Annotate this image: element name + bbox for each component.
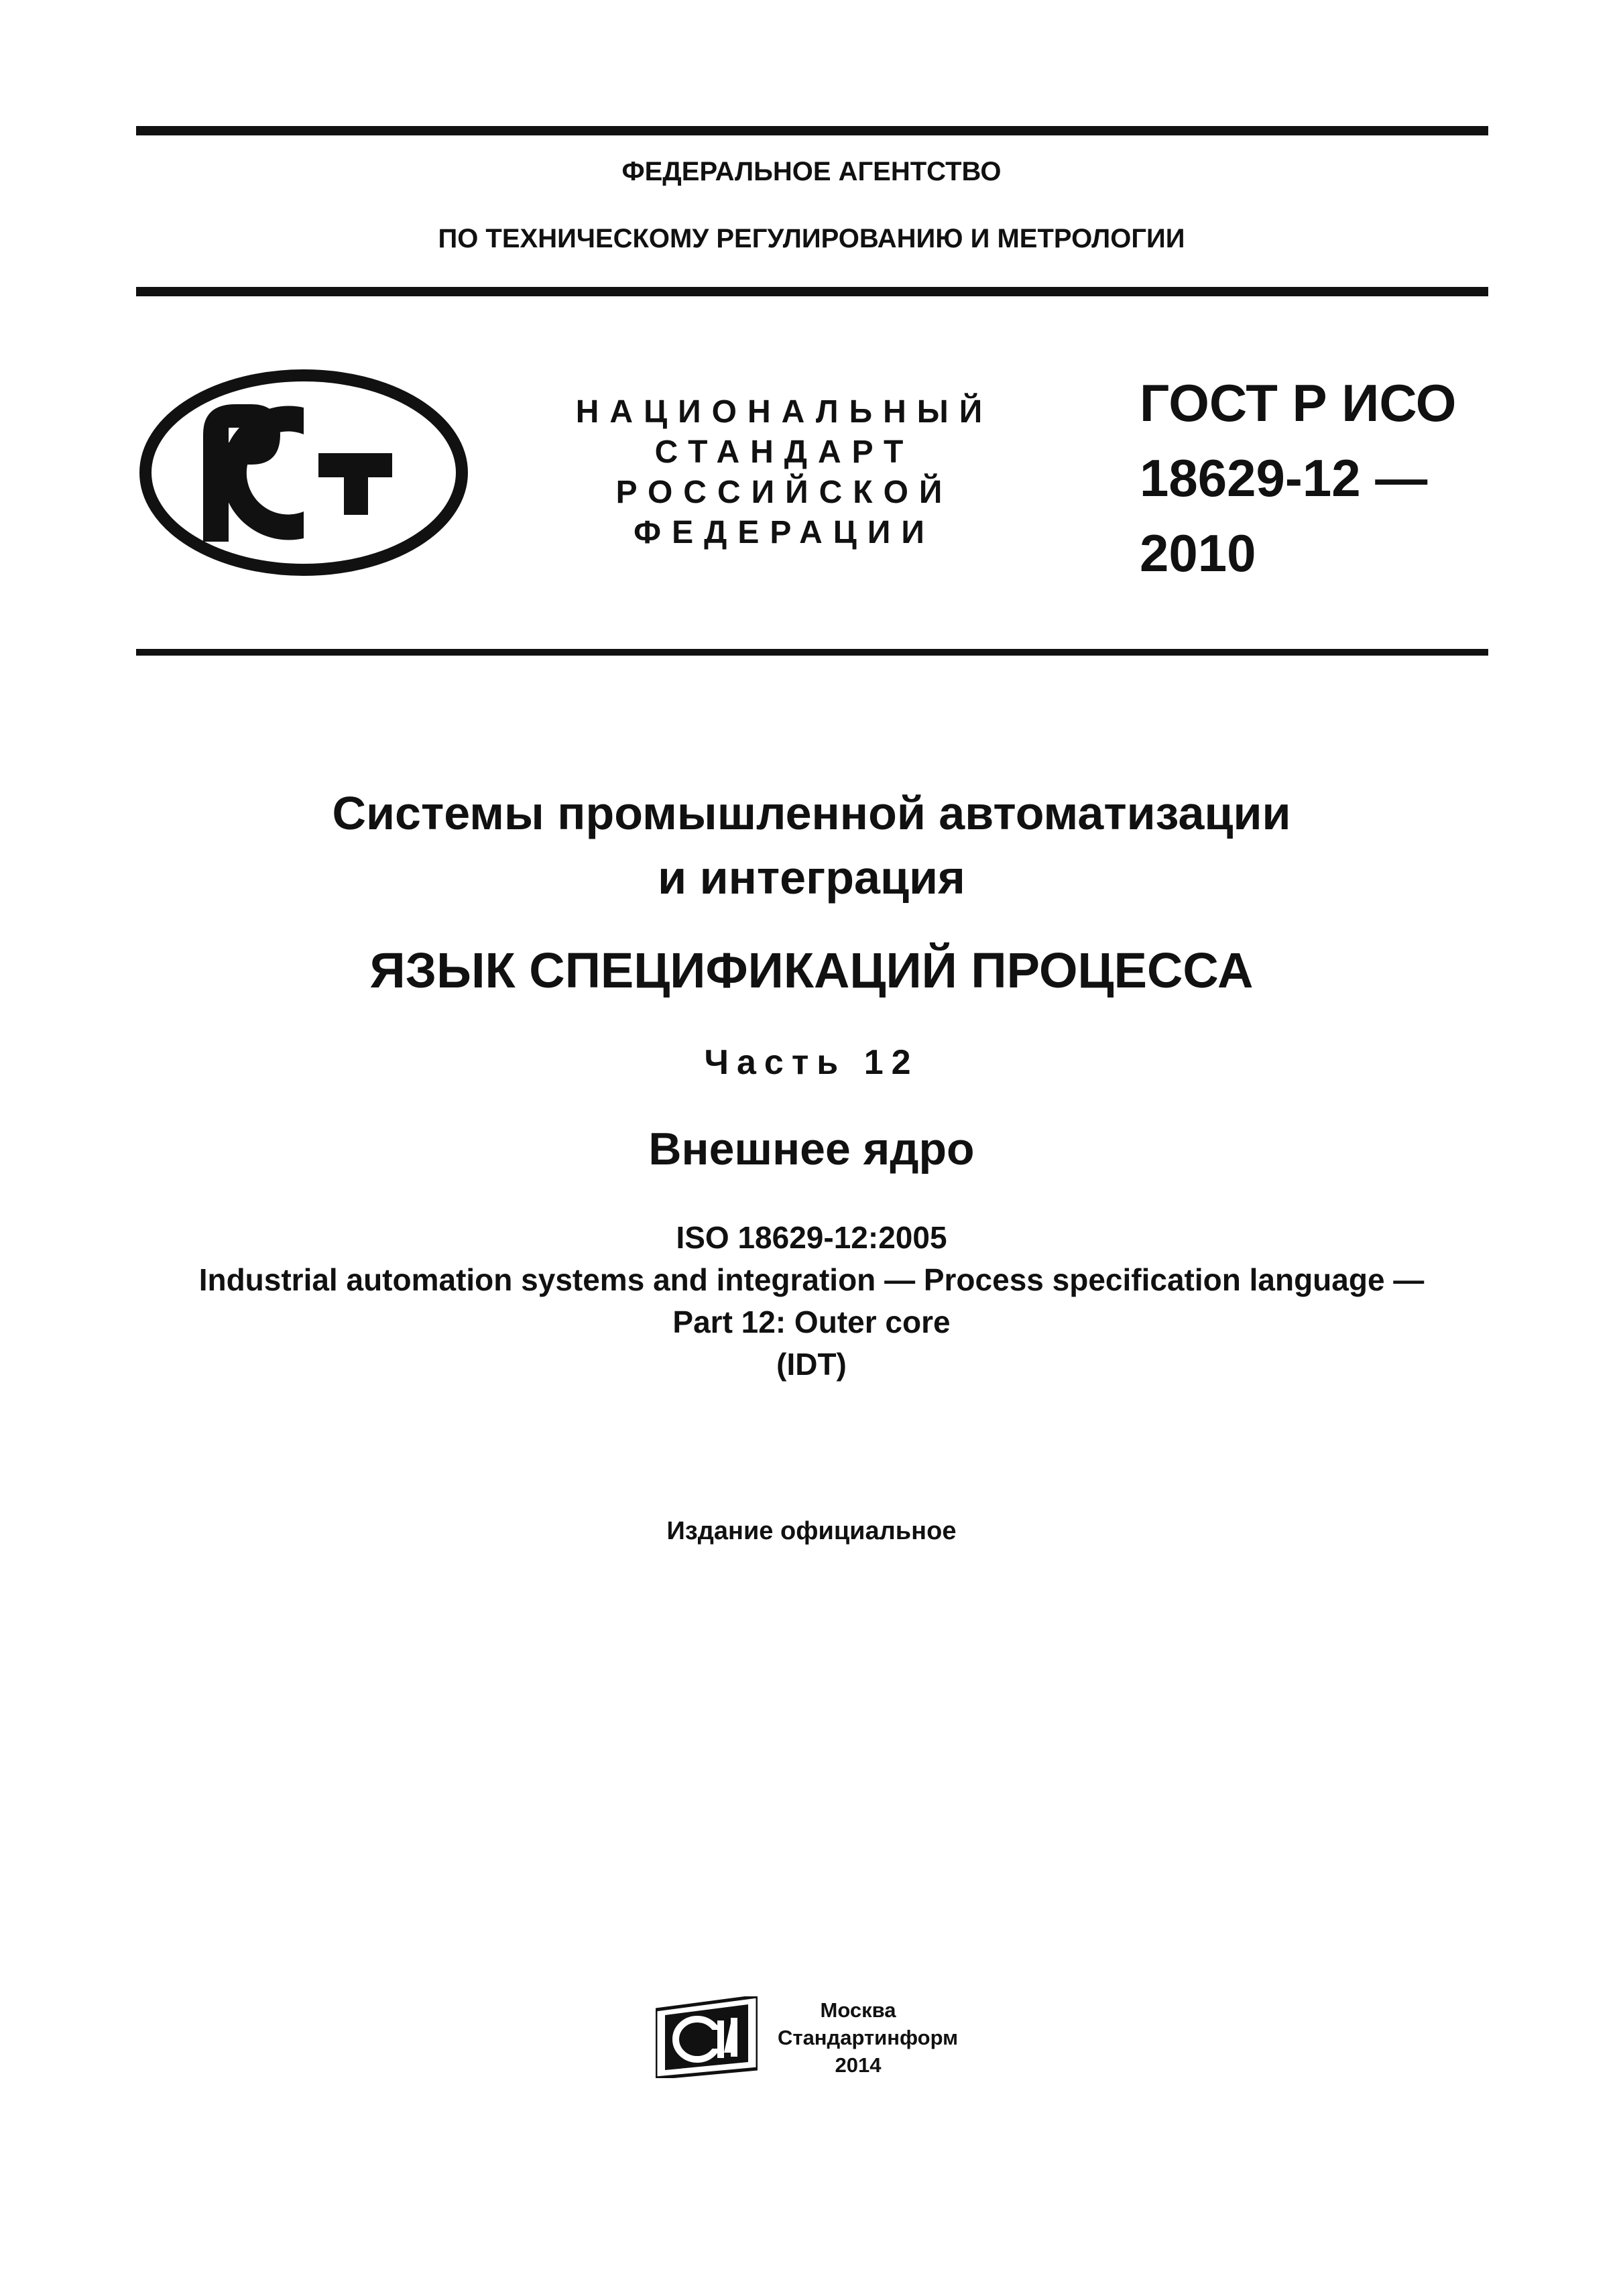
document-title <box>0 781 1623 910</box>
rst-logo-icon <box>136 367 471 579</box>
publisher-city: Москва <box>820 1998 896 2022</box>
iso-degree: (IDT) <box>776 1347 847 1382</box>
standard-code <box>1140 365 1488 591</box>
part-name: Внешнее ядро <box>648 1124 975 1174</box>
standard-code-line3: 2010 <box>1140 524 1256 583</box>
national-standard-label <box>550 392 1019 553</box>
standard-code-line2: 18629-12 — <box>1140 448 1428 507</box>
edition-label: Издание официальное <box>666 1517 957 1545</box>
iso-title-line2: Part 12: Outer core <box>672 1305 951 1339</box>
part-number: Часть 12 <box>704 1043 919 1082</box>
publisher-year: 2014 <box>835 2053 882 2077</box>
national-line-3: РОССИЙСКОЙ <box>615 475 953 510</box>
header-rule <box>136 287 1488 296</box>
top-rule <box>136 126 1488 135</box>
iso-reference <box>0 1217 1623 1386</box>
title-rule <box>136 649 1488 656</box>
title-line2: и интеграция <box>658 851 965 904</box>
national-line-2: СТАНДАРТ <box>654 434 914 470</box>
agency-name-line2: ПО ТЕХНИЧЕСКОМУ РЕГУЛИРОВАНИЮ И МЕТРОЛОГИИ <box>438 224 1185 253</box>
standard-code-line1: ГОСТ Р ИСО <box>1140 373 1457 432</box>
standartinform-logo-icon <box>656 1996 758 2078</box>
iso-title-line1: Industrial automation systems and integration — Process specification language — <box>198 1262 1425 1297</box>
iso-number: ISO 18629-12:2005 <box>676 1220 947 1255</box>
document-subtitle: ЯЗЫК СПЕЦИФИКАЦИЙ ПРОЦЕССА <box>369 943 1254 998</box>
publisher-info <box>778 1996 959 2079</box>
agency-name-line1: ФЕДЕРАЛЬНОЕ АГЕНТСТВО <box>621 157 1002 186</box>
national-line-1: НАЦИОНАЛЬНЫЙ <box>575 394 994 430</box>
national-line-4: ФЕДЕРАЦИИ <box>634 515 935 550</box>
publisher-name: Стандартинформ <box>778 2026 959 2049</box>
title-line1: Системы промышленной автоматизации <box>332 787 1291 839</box>
